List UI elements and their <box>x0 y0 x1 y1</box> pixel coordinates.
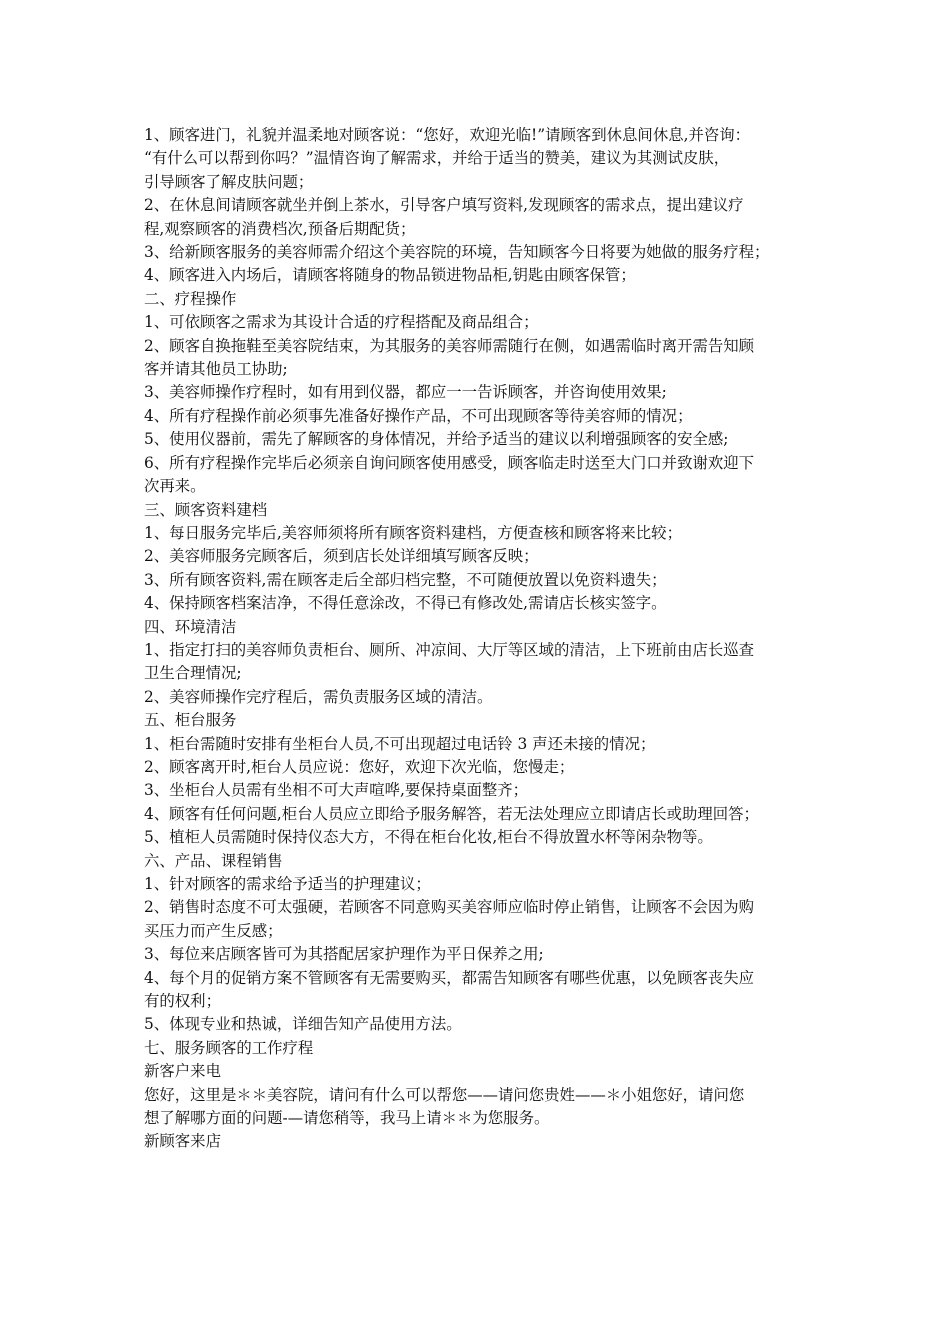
text-line: 4、保持顾客档案洁净，不得任意涂改，不得已有修改处,需请店长核实签字。 <box>144 594 667 613</box>
text-line: “有什么可以帮到你吗？”温情咨询了解需求，并给于适当的赞美，建议为其测试皮肤， <box>144 149 730 168</box>
text-line: 引导顾客了解皮肤问题； <box>144 172 314 191</box>
text-line: 2、销售时态度不可太强硬，若顾客不同意购买美容师应临时停止销售，让顾客不会因为购 <box>144 898 755 917</box>
text-line: 客并请其他员工协助; <box>144 360 288 379</box>
text-line: 您好，这里是＊＊美容院，请问有什么可以帮您——请问您贵姓——＊小姐您好，请问您 <box>144 1085 745 1104</box>
text-line: 七、服务顾客的工作疗程 <box>144 1038 314 1057</box>
text-line: 5、植柜人员需随时保持仪态大方，不得在柜台化妆,柜台不得放置水杯等闲杂物等。 <box>144 828 713 847</box>
text-line: 新客户来电 <box>144 1062 221 1081</box>
text-line: 1、柜台需随时安排有坐柜台人员,不可出现超过电话铃 3 声还未接的情况； <box>144 734 656 753</box>
text-line: 次再来。 <box>144 477 206 496</box>
text-line: 想了解哪方面的问题-—请您稍等，我马上请＊＊为您服务。 <box>144 1109 550 1128</box>
text-line: 卫生合理情况; <box>144 664 242 683</box>
text-line: 新顾客来店 <box>144 1132 221 1151</box>
text-line: 1、顾客进门，礼貌并温柔地对顾客说：“您好，欢迎光临!”请顾客到休息间休息,并咨询： <box>144 126 751 144</box>
text-line: 六、产品、课程销售 <box>144 851 283 870</box>
text-line: 4、顾客进入内场后，请顾客将随身的物品锁进物品柜,钥匙由顾客保管； <box>144 266 636 285</box>
text-line: 5、体现专业和热诚，详细告知产品使用方法。 <box>144 1015 462 1034</box>
text-line: 程,观察顾客的消费档次,预备后期配货； <box>144 219 416 238</box>
text-line: 2、在休息间请顾客就坐并倒上茶水，引导客户填写资料,发现顾客的需求点，提出建议疗 <box>144 196 744 215</box>
text-line: 五、柜台服务 <box>144 711 237 730</box>
text-line: 1、每日服务完毕后,美容师须将所有顾客资料建档，方便查核和顾客将来比较； <box>144 523 682 542</box>
document-body <box>144 124 816 1154</box>
text-line: 1、指定打扫的美容师负责柜台、厕所、冲凉间、大厅等区域的清洁，上下班前由店长巡查 <box>144 640 755 659</box>
text-line: 3、每位来店顾客皆可为其搭配居家护理作为平日保养之用; <box>144 945 544 964</box>
text-line: 1、可依顾客之需求为其设计合适的疗程搭配及商品组合； <box>144 313 539 332</box>
text-line: 3、所有顾客资料,需在顾客走后全部归档完整，不可随便放置以免资料遗失； <box>144 570 667 589</box>
text-line: 2、美容师操作完疗程后，需负责服务区域的清洁。 <box>144 687 493 706</box>
text-line: 买压力而产生反感； <box>144 921 283 940</box>
text-line: 2、美容师服务完顾客后，须到店长处详细填写顾客反映； <box>144 547 539 566</box>
text-line: 四、环境清洁 <box>144 617 237 636</box>
text-line: 2、顾客离开时,柜台人员应说：您好，欢迎下次光临，您慢走； <box>144 757 575 776</box>
text-line: 有的权利； <box>144 992 221 1011</box>
text-line: 1、针对顾客的需求给予适当的护理建议； <box>144 875 431 893</box>
text-line: 6、所有疗程操作完毕后必须亲自询问顾客使用感受，顾客临走时送至大门口并致谢欢迎下 <box>144 453 755 472</box>
text-line: 3、美容师操作疗程时，如有用到仪器，都应一一告诉顾客，并咨询使用效果; <box>144 383 667 402</box>
text-line: 二、疗程操作 <box>144 289 237 308</box>
text-line: 3、坐柜台人员需有坐相不可大声喧哗,要保持桌面整齐； <box>144 781 529 800</box>
text-line: 4、所有疗程操作前必须事先准备好操作产品，不可出现顾客等待美容师的情况； <box>144 406 693 425</box>
text-line: 5、使用仪器前，需先了解顾客的身体情况，并给予适当的建议以利增强顾客的安全感; <box>144 430 729 449</box>
text-line: 2、顾客自换拖鞋至美容院结束，为其服务的美容师需随行在侧，如遇需临时离开需告知顾 <box>144 336 755 355</box>
text-line: 4、顾客有任何问题,柜台人员应立即给予服务解答，若无法处理应立即请店长或助理回答； <box>144 804 759 823</box>
text-line: 4、每个月的促销方案不管顾客有无需要购买，都需告知顾客有哪些优惠，以免顾客丧失应 <box>144 968 755 987</box>
text-line: 3、给新顾客服务的美容师需介绍这个美容院的环境，告知顾客今日将要为她做的服务疗程； <box>144 243 770 262</box>
text-line: 三、顾客资料建档 <box>144 500 268 519</box>
